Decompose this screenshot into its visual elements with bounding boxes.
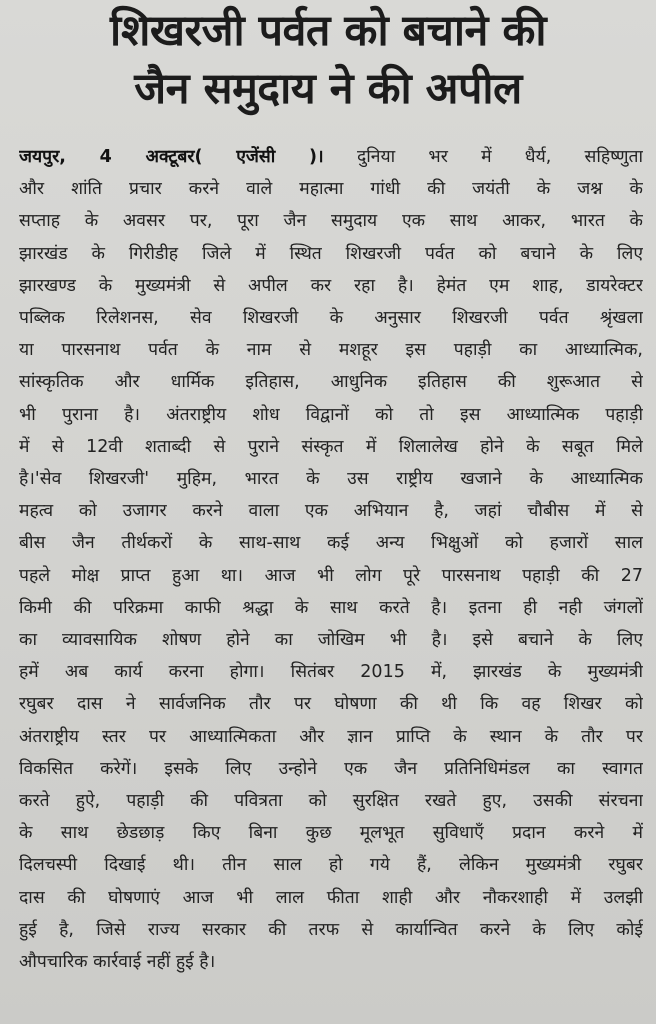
article-line: का व्यावसायिक शोषण होने का जोखिम भी है। इसे बचाने के लिए <box>19 630 643 651</box>
article-line: करते हुऐ, पहाड़ी की पवित्रता को सुरक्षित रखते हुए, उसकी संरचना <box>19 791 643 812</box>
article-line: भी पुराना है। अंतराष्ट्रीय शोध विद्वानों को तो इस आध्यात्मिक पहाड़ी <box>19 404 643 425</box>
dateline: जयपुर, 4 अक्टूबर( एजेंसी )। <box>19 147 324 167</box>
article-line: किमी की परिक्रमा काफी श्रद्धा के साथ करते है। इतना ही नही जंगलों <box>19 597 643 618</box>
article-line: या पारसनाथ पर्वत के नाम से मशहूर इस पहाड़ी का आध्यात्मिक, <box>19 340 643 361</box>
article-line: अंतराष्ट्रीय स्तर पर आध्यात्मिकता और ज्ञान प्राप्ति के स्थान के तौर पर <box>19 726 643 747</box>
article-line: रघुबर दास ने सार्वजनिक तौर पर घोषणा की थी कि वह शिखर को <box>19 694 643 715</box>
article-line: दास की घोषणाएं आज भी लाल फीता शाही और नौकरशाही में उलझी <box>19 887 643 908</box>
article-line: पहले मोक्ष प्राप्त हुआ था। आज भी लोग पूरे पारसनाथ पहाड़ी की 27 <box>19 565 643 586</box>
article-body <box>19 141 643 978</box>
article-line: सांस्कृतिक और धार्मिक इतिहास, आधुनिक इतिहास की शुरूआत से <box>19 372 643 393</box>
article-line: में से 12वी शताब्दी से पुराने संस्कृत में शिलालेख होने के सबूत मिले <box>19 436 643 457</box>
article-line-text: दुनिया भर में धैर्य, सहिष्णुता <box>356 147 643 167</box>
headline <box>0 2 656 118</box>
article-line: हमें अब कार्य करना होगा। सितंबर 2015 में, झारखंड के मुख्यमंत्री <box>19 662 643 683</box>
headline-line-2: जैन समुदाय ने की अपील <box>134 64 522 114</box>
article-line: पब्लिक रिलेशनस, सेव शिखरजी के अनुसार शिखरजी पर्वत श्रृंखला <box>19 308 643 329</box>
article-line: और शांति प्रचार करने वाले महात्मा गांधी की जयंती के जश्न के <box>19 179 643 200</box>
article-line: बीस जैन तीर्थकरों के साथ-साथ कई अन्य भिक्षुओं को हजारों साल <box>19 533 643 554</box>
article-line: हुई है, जिसे राज्य सरकार की तरफ से कार्यान्वित करने के लिए कोई <box>19 919 643 940</box>
article-line <box>19 141 643 173</box>
article-line: झारखंड के गिरीडीह जिले में स्थित शिखरजी पर्वत को बचाने के लिए <box>19 243 643 264</box>
article-line: सप्ताह के अवसर पर, पूरा जैन समुदाय एक साथ आकर, भारत के <box>19 211 643 232</box>
article-line: विकसित करेगें। इसके लिए उन्होने एक जैन प्रतिनिधिमंडल का स्वागत <box>19 758 643 779</box>
article-line: दिलचस्पी दिखाई थी। तीन साल हो गये हैं, लेकिन मुख्यमंत्री रघुबर <box>19 855 643 876</box>
article-line: महत्व को उजागर करने वाला एक अभियान है, जहां चौबीस में से <box>19 501 643 522</box>
article-line: के साथ छेडछाड़ किए बिना कुछ मूलभूत सुविधाएँ प्रदान करने में <box>19 823 643 844</box>
headline-line-1: शिखरजी पर्वत को बचाने की <box>109 6 547 56</box>
article-line: है।'सेव शिखरजी' मुहिम, भारत के उस राष्ट्रीय खजाने के आध्यात्मिक <box>19 469 643 490</box>
article-line: औपचारिक कार्रवाई नहीं हुई है। <box>19 952 216 973</box>
article-line: झारखण्ड के मुख्यमंत्री से अपील कर रहा है। हेमंत एम शाह, डायरेक्टर <box>19 275 643 296</box>
